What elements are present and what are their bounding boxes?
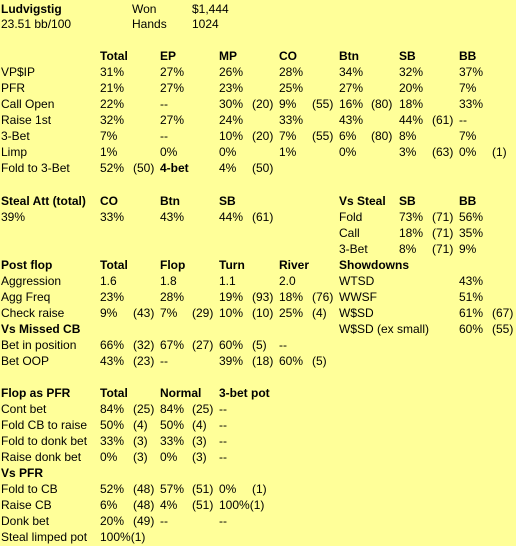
showdown-label: W$SD (339, 306, 374, 320)
vs-steal-cell: 8% (399, 242, 417, 256)
steal-header: SB (219, 194, 236, 208)
showdown-count: (55) (492, 322, 514, 336)
stat-cell: 33% (459, 97, 484, 111)
row-label: Raise CB (1, 498, 52, 512)
stat-cell: 21% (100, 81, 125, 95)
stat-cell: 27% (160, 81, 185, 95)
flop-pfr-header: Total (100, 386, 128, 400)
row-label: Fold to donk bet (1, 434, 88, 448)
stat-cell: 57% (160, 482, 185, 496)
stat-cell: (50) (133, 161, 155, 175)
stat-cell: -- (160, 129, 168, 143)
stat-cell: 67% (160, 338, 185, 352)
stat-cell: (61) (432, 113, 454, 127)
stat-cell: (27) (192, 338, 214, 352)
showdown-count: (67) (492, 306, 514, 320)
row-label: Bet in position (1, 338, 77, 352)
stat-cell: (49) (133, 514, 155, 528)
stat-cell: 34% (339, 65, 364, 79)
stat-cell: 52% (100, 482, 125, 496)
stat-cell: (48) (133, 498, 155, 512)
stat-cell: 1.1 (219, 274, 236, 288)
vs-steal-label: Call (339, 226, 360, 240)
row-label: Raise donk bet (1, 450, 82, 464)
preflop-header: Btn (339, 49, 359, 63)
stat-cell: 31% (100, 65, 125, 79)
stat-cell: 28% (279, 65, 304, 79)
showdown-value: 61% (459, 306, 484, 320)
missed-cb-title: Vs Missed CB (1, 322, 81, 336)
stat-cell: 25% (279, 81, 304, 95)
stat-cell: -- (219, 450, 227, 464)
preflop-header: EP (160, 49, 177, 63)
stat-cell: (25) (192, 402, 214, 416)
row-label: Call Open (1, 97, 55, 111)
vs-steal-cell: 35% (459, 226, 484, 240)
player-name: Ludvigstig (1, 2, 62, 16)
stat-cell: (18) (252, 354, 274, 368)
stat-cell: 33% (160, 434, 185, 448)
stat-cell: -- (459, 113, 467, 127)
stat-cell: -- (219, 418, 227, 432)
stat-cell: 33% (100, 434, 125, 448)
vs-steal-cell: 9% (459, 242, 477, 256)
stat-cell: 30% (219, 97, 244, 111)
preflop-header: SB (399, 49, 416, 63)
stat-cell: (20) (252, 129, 274, 143)
stat-cell: 0% (160, 450, 178, 464)
showdown-label: WTSD (339, 274, 375, 288)
stat-cell: (3) (133, 434, 148, 448)
stat-cell: 7% (100, 129, 118, 143)
steal-header: Btn (160, 194, 180, 208)
stat-cell: 52% (100, 161, 125, 175)
stat-cell: -- (160, 97, 168, 111)
stat-cell: 23% (100, 290, 125, 304)
stat-cell: 6% (100, 498, 118, 512)
stat-cell: 16% (339, 97, 364, 111)
stat-cell: (55) (312, 97, 334, 111)
won-label: Won (132, 2, 157, 16)
stat-cell: (4) (192, 418, 207, 432)
row-label: Aggression (1, 274, 62, 288)
stat-cell: 1% (100, 145, 118, 159)
steal-value: 39% (1, 210, 26, 224)
stat-cell: (55) (312, 129, 334, 143)
stat-cell: (93) (252, 290, 274, 304)
postflop-header: Post flop (1, 258, 53, 272)
stat-cell: 50% (100, 418, 125, 432)
row-label: Check raise (1, 306, 65, 320)
stat-cell: 32% (399, 65, 424, 79)
row-label: PFR (1, 81, 25, 95)
row-label: 3-Bet (1, 129, 30, 143)
row-label: Fold CB to raise (1, 418, 88, 432)
postflop-header: River (279, 258, 310, 272)
row-label: Raise 1st (1, 113, 52, 127)
stat-cell: 0% (100, 450, 118, 464)
vs-steal-cell: (71) (432, 210, 454, 224)
stat-cell: 100%(1) (219, 498, 265, 512)
stat-cell: 22% (100, 97, 125, 111)
stat-cell: (29) (192, 306, 214, 320)
won-value: $1,444 (192, 2, 229, 16)
stat-cell: 84% (100, 402, 125, 416)
stat-cell: (80) (371, 97, 393, 111)
preflop-header: MP (219, 49, 237, 63)
stat-cell: (5) (312, 354, 327, 368)
stat-cell: (51) (192, 498, 214, 512)
stat-cell: 10% (219, 306, 244, 320)
stat-cell: (1) (492, 145, 507, 159)
stat-cell: (4) (312, 306, 327, 320)
stat-cell: 84% (160, 402, 185, 416)
vs-steal-header: Vs Steal (339, 194, 386, 208)
showdown-value: 43% (459, 274, 484, 288)
stat-cell: 60% (219, 338, 244, 352)
stat-cell: (23) (133, 354, 155, 368)
stat-cell: (50) (252, 161, 274, 175)
row-label: Limp (1, 145, 28, 159)
stat-cell: (10) (252, 306, 274, 320)
stat-cell: 1.8 (160, 274, 177, 288)
postflop-header: Flop (160, 258, 186, 272)
stat-cell: -- (279, 338, 287, 352)
vs-steal-cell: 18% (399, 226, 424, 240)
stat-cell: 60% (279, 354, 304, 368)
stat-cell: (76) (312, 290, 334, 304)
stat-cell: (4) (133, 418, 148, 432)
steal-value: (61) (252, 210, 274, 224)
stat-cell: 24% (219, 113, 244, 127)
row-label: Donk bet (1, 514, 50, 528)
row-label: Steal limped pot (1, 530, 88, 544)
stat-cell: 7% (459, 81, 477, 95)
stat-cell: 3% (399, 145, 417, 159)
stat-cell: 66% (100, 338, 125, 352)
stat-cell: 6% (339, 129, 357, 143)
row-label: Fold to CB (1, 482, 58, 496)
vs-steal-header: BB (459, 194, 477, 208)
stat-cell: 28% (160, 290, 185, 304)
stat-cell: 33% (279, 113, 304, 127)
stat-cell: 26% (219, 65, 244, 79)
row-label: Bet OOP (1, 354, 50, 368)
stat-cell: 50% (160, 418, 185, 432)
stat-cell: 27% (160, 113, 185, 127)
vs-steal-cell: (71) (432, 242, 454, 256)
vs-steal-cell: 73% (399, 210, 424, 224)
vs-steal-label: 3-Bet (339, 242, 368, 256)
stat-cell: 7% (459, 129, 477, 143)
flop-pfr-header: 3-bet pot (219, 386, 270, 400)
stat-cell: 44% (399, 113, 424, 127)
vs-steal-cell: (71) (432, 226, 454, 240)
hands-value: 1024 (192, 17, 219, 31)
stat-cell: 0% (219, 482, 237, 496)
stat-cell: 25% (279, 306, 304, 320)
showdown-value: 60% (459, 322, 484, 336)
stat-cell: 20% (399, 81, 424, 95)
stat-cell: 100%(1) (100, 530, 146, 544)
stat-cell: (63) (432, 145, 454, 159)
stat-cell: (20) (252, 97, 274, 111)
stat-cell: 39% (219, 354, 244, 368)
stat-cell: (25) (133, 402, 155, 416)
row-label: Cont bet (1, 402, 47, 416)
steal-value: 43% (160, 210, 185, 224)
postflop-header: Showdowns (339, 258, 409, 272)
showdown-label: WWSF (339, 290, 377, 304)
preflop-header: Total (100, 49, 128, 63)
steal-header: Steal Att (total) (1, 194, 86, 208)
stat-cell: 20% (100, 514, 125, 528)
stat-cell: 27% (160, 65, 185, 79)
stat-cell: 18% (279, 290, 304, 304)
stat-cell: 7% (160, 306, 178, 320)
vs-steal-header: SB (399, 194, 416, 208)
stat-cell: 32% (100, 113, 125, 127)
stat-cell: 43% (100, 354, 125, 368)
preflop-header: CO (279, 49, 297, 63)
stat-cell: 0% (339, 145, 357, 159)
stat-cell: (3) (133, 450, 148, 464)
steal-value: 44% (219, 210, 244, 224)
stat-cell: (51) (192, 482, 214, 496)
stat-cell: 0% (219, 145, 237, 159)
stat-cell: 9% (100, 306, 118, 320)
stat-cell: 1% (279, 145, 297, 159)
stat-cell: 4% (219, 161, 237, 175)
vs-steal-cell: 56% (459, 210, 484, 224)
stat-cell: 4% (160, 498, 178, 512)
showdown-label: W$SD (ex small) (339, 322, 430, 336)
stat-cell: -- (219, 402, 227, 416)
stat-cell: -- (160, 514, 168, 528)
hands-label: Hands (132, 17, 167, 31)
vs-steal-label: Fold (339, 210, 363, 224)
stat-cell: 23% (219, 81, 244, 95)
row-label: Agg Freq (1, 290, 51, 304)
stat-cell: 10% (219, 129, 244, 143)
stat-cell: 4-bet (160, 161, 189, 175)
stat-cell: 0% (160, 145, 178, 159)
stat-cell: 2.0 (279, 274, 296, 288)
row-label: Fold to 3-Bet (1, 161, 70, 175)
stat-cell: (43) (133, 306, 155, 320)
steal-value: 33% (100, 210, 125, 224)
stat-cell: (80) (371, 129, 393, 143)
stat-cell: 9% (279, 97, 297, 111)
stat-cell: -- (160, 354, 168, 368)
postflop-header: Total (100, 258, 128, 272)
stat-cell: (5) (252, 338, 267, 352)
stat-cell: -- (219, 514, 227, 528)
steal-header: CO (100, 194, 118, 208)
row-label: VP$IP (1, 65, 36, 79)
flop-pfr-header: Normal (160, 386, 202, 400)
stat-cell: 7% (279, 129, 297, 143)
stat-cell: 1.6 (100, 274, 117, 288)
stat-cell: 43% (339, 113, 364, 127)
stat-cell: 27% (339, 81, 364, 95)
stat-cell: (32) (133, 338, 155, 352)
stat-cell: 37% (459, 65, 484, 79)
flop-pfr-header: Flop as PFR (1, 386, 71, 400)
vs-pfr-title: Vs PFR (1, 466, 44, 480)
postflop-header: Turn (219, 258, 245, 272)
stat-cell: (3) (192, 450, 207, 464)
stat-cell: 8% (399, 129, 417, 143)
stat-cell: 0% (459, 145, 477, 159)
winrate: 23.51 bb/100 (1, 17, 72, 31)
showdown-value: 51% (459, 290, 484, 304)
stat-cell: 19% (219, 290, 244, 304)
stat-cell: (1) (252, 482, 267, 496)
preflop-header: BB (459, 49, 477, 63)
stat-cell: 18% (399, 97, 424, 111)
stat-cell: -- (219, 434, 227, 448)
stat-cell: (48) (133, 482, 155, 496)
stat-cell: (3) (192, 434, 207, 448)
